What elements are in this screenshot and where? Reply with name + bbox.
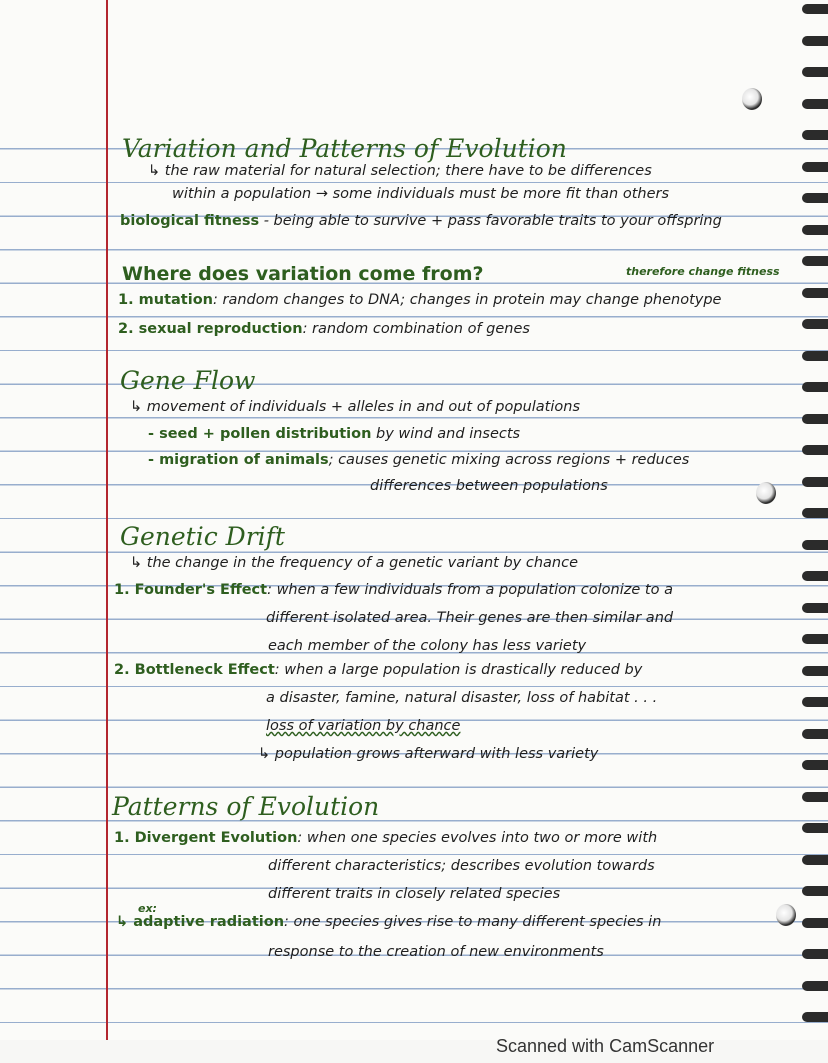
definition: : one species gives rise to many different species in <box>284 914 662 930</box>
section-title: Where does variation come from? <box>122 263 484 285</box>
note-line <box>114 662 642 678</box>
spiral-coil <box>802 1012 828 1022</box>
spiral-coil <box>802 225 828 235</box>
spiral-coil <box>802 351 828 361</box>
note-line: different traits in closely related species <box>268 886 561 902</box>
spiral-binding <box>794 0 828 1040</box>
term: - seed + pollen distribution <box>148 426 372 442</box>
spiral-coil <box>802 540 828 550</box>
spiral-coil <box>802 697 828 707</box>
definition: - being able to survive + pass favorable traits to your offspring <box>259 213 722 229</box>
note-line <box>114 830 657 846</box>
definition: : random combination of genes <box>302 321 530 337</box>
definition: by wind and insects <box>371 426 521 442</box>
spiral-coil <box>802 36 828 46</box>
spiral-coil <box>802 162 828 172</box>
term: - migration of animals <box>148 452 329 468</box>
spiral-coil <box>802 666 828 676</box>
spiral-coil <box>802 319 828 329</box>
spiral-coil <box>802 508 828 518</box>
term: biological fitness <box>120 213 260 229</box>
spiral-coil <box>802 792 828 802</box>
spiral-coil <box>802 445 828 455</box>
spiral-coil <box>802 760 828 770</box>
section-title: Patterns of Evolution <box>112 792 380 821</box>
scanner-watermark: Scanned with CamScanner <box>496 1036 715 1056</box>
term: 1. mutation <box>118 292 213 308</box>
note-line: ↳ movement of individuals + alleles in and out of populations <box>130 399 581 415</box>
note-line <box>148 426 520 442</box>
spiral-coil <box>802 67 828 77</box>
definition: : when a large population is drastically reduced by <box>274 662 643 678</box>
spiral-coil <box>802 4 828 14</box>
note-line: a disaster, famine, natural disaster, loss of habitat . . . <box>266 690 658 706</box>
note-line: each member of the colony has less variety <box>268 638 587 654</box>
section-title: Variation and Patterns of Evolution <box>122 134 567 163</box>
definition: ; causes genetic mixing across regions + reduces <box>328 452 690 468</box>
note-line <box>118 321 530 337</box>
definition: : random changes to DNA; changes in protein may change phenotype <box>212 292 722 308</box>
spiral-coil <box>802 256 828 266</box>
term: 1. Divergent Evolution <box>114 830 298 846</box>
term: 1. Founder's Effect <box>114 582 268 598</box>
section-title: Gene Flow <box>120 366 256 395</box>
note-line <box>114 582 673 598</box>
side-note: therefore change fitness <box>626 265 780 278</box>
spiral-coil <box>802 382 828 392</box>
term: 2. sexual reproduction <box>118 321 303 337</box>
note-line: ↳ population grows afterward with less variety <box>258 746 599 762</box>
spiral-coil <box>802 99 828 109</box>
note-line: ↳ the change in the frequency of a genetic variant by chance <box>130 555 578 571</box>
spiral-coil <box>802 414 828 424</box>
spiral-coil <box>802 477 828 487</box>
hole-punch <box>776 904 796 926</box>
spiral-coil <box>802 130 828 140</box>
margin-line <box>106 0 108 1040</box>
term: 2. Bottleneck Effect <box>114 662 275 678</box>
spiral-coil <box>802 981 828 991</box>
note-line: loss of variation by chance <box>266 718 461 734</box>
note-line <box>118 292 721 308</box>
spiral-coil <box>802 855 828 865</box>
spiral-coil <box>802 886 828 896</box>
note-line <box>120 213 722 229</box>
note-line: different characteristics; describes evolution towards <box>268 858 655 874</box>
example-label: ex: <box>138 902 157 915</box>
spiral-coil <box>802 634 828 644</box>
hole-punch <box>742 88 762 110</box>
note-line: ↳ the raw material for natural selection; there have to be differences <box>148 163 652 179</box>
note-line: response to the creation of new environments <box>268 944 604 960</box>
definition: : when one species evolves into two or more with <box>297 830 658 846</box>
spiral-coil <box>802 918 828 928</box>
spiral-coil <box>802 193 828 203</box>
spiral-coil <box>802 729 828 739</box>
note-line: different isolated area. Their genes are then similar and <box>266 610 674 626</box>
note-line <box>148 452 689 468</box>
spiral-coil <box>802 288 828 298</box>
hole-punch <box>756 482 776 504</box>
note-line: within a population → some individuals must be more fit than others <box>172 186 670 202</box>
definition: : when a few individuals from a population colonize to a <box>267 582 673 598</box>
term: ↳ adaptive radiation <box>116 914 285 930</box>
spiral-coil <box>802 571 828 581</box>
spiral-coil <box>802 949 828 959</box>
section-title: Genetic Drift <box>120 522 285 551</box>
spiral-coil <box>802 603 828 613</box>
note-line: differences between populations <box>370 478 608 494</box>
spiral-coil <box>802 823 828 833</box>
note-line <box>116 914 661 930</box>
